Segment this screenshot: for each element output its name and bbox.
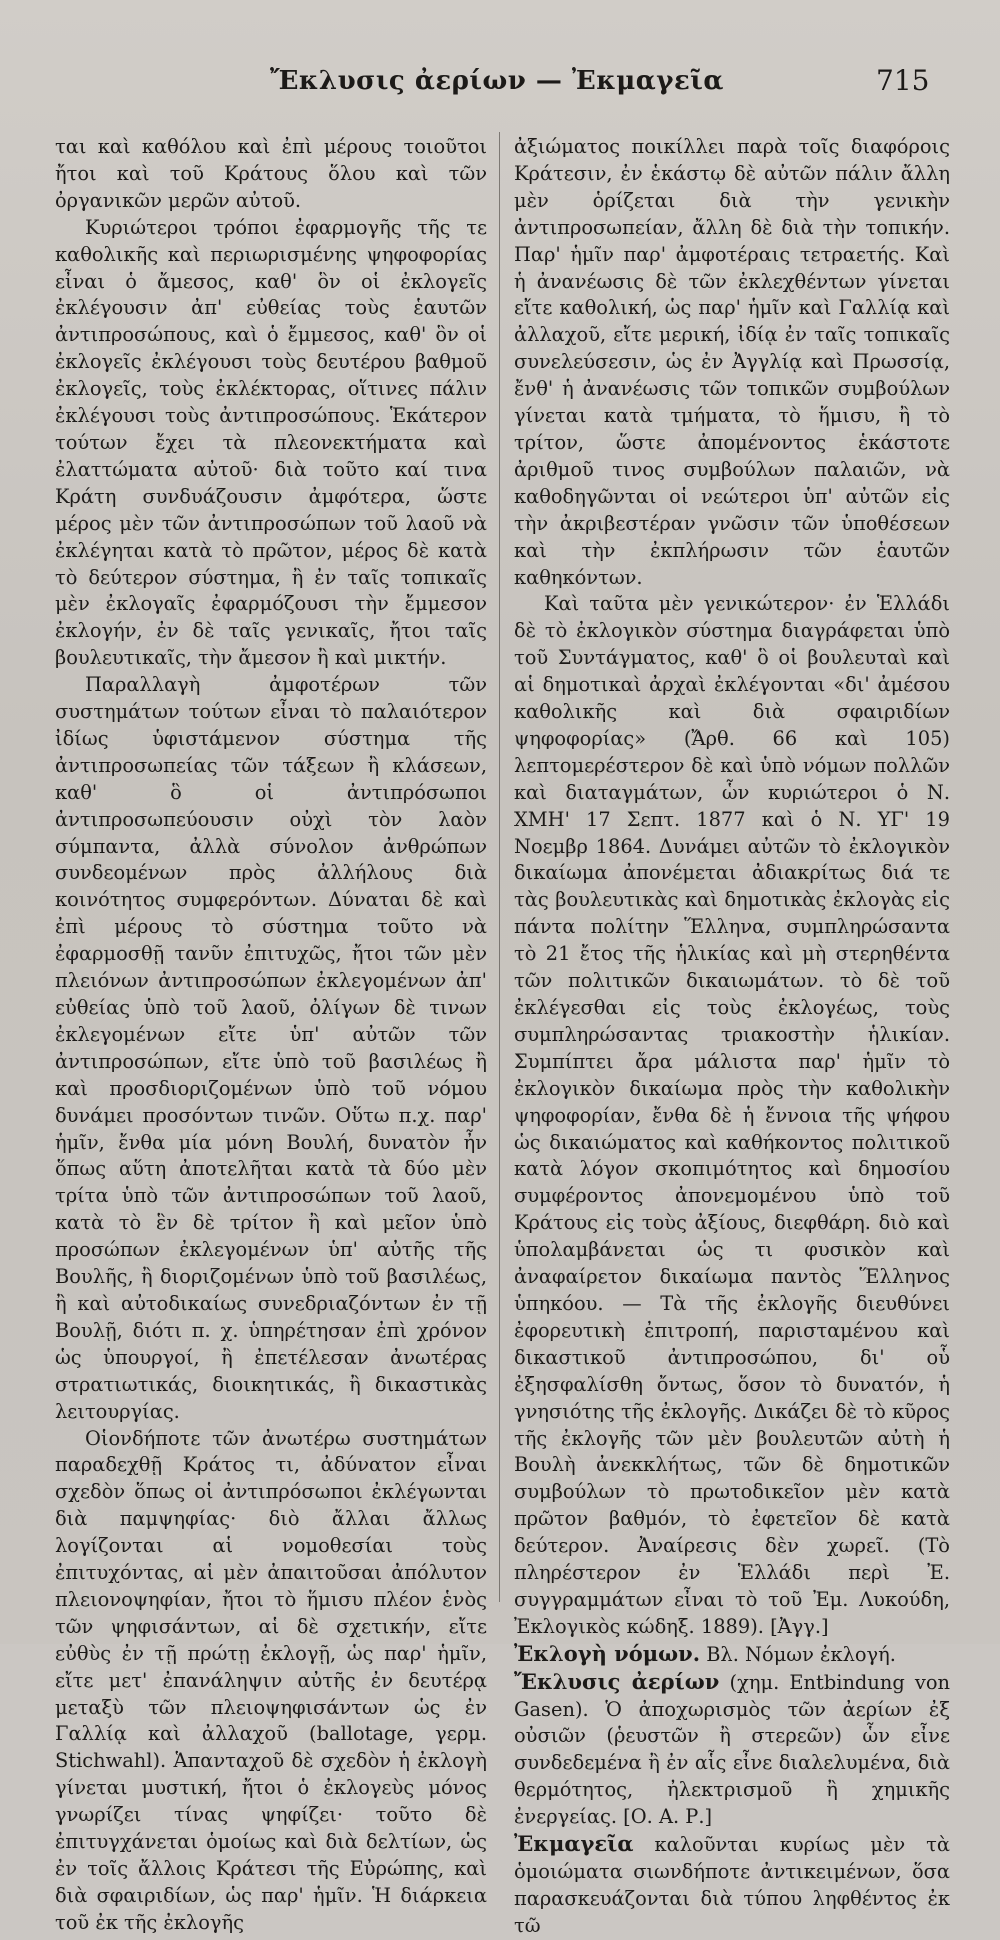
right-column: [514, 134, 950, 1940]
paragraph: Κυριώτεροι τρόποι ἐφαρμογῆς τῆς τε καθολικῆς καὶ περιωρισμένης ψηφοφορίας εἶναι ὁ ἄμεσος, καθ' ὃν οἱ ἐκλογεῖς ἐκλέγουσιν ἀπ' εὐθείας τοὺς ἑαυτῶν ἀντιπροσώπους, καὶ ὁ ἔμμεσος, καθ' ὃν οἱ ἐκλογεῖς ἐκλέγουσι τοὺς δευτέρου βαθμοῦ ἐκλογεῖς, τοὺς ἐκλέκτορας, οἵτινες πάλιν ἐκλέγουσι τοὺς ἀντιπροσώπους. Ἑκάτερον τούτων ἔχει τὰ πλεονεκτήματα καὶ ἐλαττώματα αὐτοῦ· διὰ τοῦτο καί τινα Κράτη συνδυάζουσιν ἀμφότερα, ὥστε μέρος μὲν τῶν ἀντιπροσώπων τοῦ λαοῦ νὰ ἐκλέγηται κατὰ τὸ πρῶτον, μέρος δὲ κατὰ τὸ δεύτερον σύστημα, ἢ ἐν ταῖς τοπικαῖς μὲν ἐκλογαῖς ἐφαρμόζουσι τὴν ἔμμεσον ἐκλογήν, ἐν δὲ ταῖς γενικαῖς, ἤτοι ταῖς βουλευτικαῖς, τὴν ἄμεσον ἢ καὶ μικτήν.: [55, 215, 487, 670]
paragraph: ἀξιώματος ποικίλλει παρὰ τοῖς διαφόροις Κράτεσιν, ἐν ἑκάστῳ δὲ αὐτῶν πάλιν ἄλλη μὲν ὁρίζεται διὰ τὴν γενικὴν ἀντιπροσωπείαν, ἄλλη δὲ διὰ τὴν τοπικήν. Παρ' ἡμῖν παρ' ἀμφοτέραις τετραετής. Καὶ ἡ ἀνανέωσις δὲ τῶν ἐκλεχθέντων γίνεται εἴτε καθολική, ὡς παρ' ἡμῖν καὶ Γαλλίᾳ καὶ ἀλλαχοῦ, εἴτε μερική, ἰδίᾳ ἐν ταῖς τοπικαῖς συνελεύσεσιν, ὡς ἐν Ἀγγλίᾳ καὶ Πρωσσίᾳ, ἔνθ' ἡ ἀνανέωσις τῶν τοπικῶν συμβούλων γίνεται κατὰ τμήματα, τὸ ἥμισυ, ἢ τὸ τρίτον, ὥστε ἀπομένοντος ἑκάστοτε ἀριθμοῦ τινος συμβούλων παλαιῶν, νὰ καθοδηγῶνται οἱ νεώτεροι ὑπ' αὐτῶν εἰς τὴν ἀκριβεστέραν γνῶσιν τῶν ὑποθέσεων καὶ τὴν ἐκπλήρωσιν τῶν ἑαυτῶν καθηκόντων.: [514, 135, 950, 589]
paragraph: Οἱονδήποτε τῶν ἀνωτέρω συστημάτων παραδεχθῇ Κράτος τι, ἀδύνατον εἶναι σχεδὸν ὅπως οἱ ἀντιπρόσωποι ἐκλέγωνται διὰ παμψηφίας· διὸ ἄλλαι ἄλλως λογίζονται αἱ νομοθεσίαι τοὺς ἐπιτυχόντας, αἱ μὲν ἀπαιτοῦσαι ἀπόλυτον πλειονοψηφίαν, ἤτοι τὸ ἥμισυ πλέον ἑνὸς τῶν ψηφισάντων, αἱ δὲ σχετικήν, εἴτε εὐθὺς ἐν τῇ πρώτῃ ἐκλογῇ, ὡς παρ' ἡμῖν, εἴτε μετ' ἐπανάληψιν αὐτῆς ἐν δευτέρᾳ μεταξὺ τῶν πλειοψηφισάντων ὡς ἐν Γαλλίᾳ καὶ ἀλλαχοῦ (ballotage, γερμ. Stichwahl). Ἁπανταχοῦ δὲ σχεδὸν ἡ ἐκλογὴ γίνεται μυστική, ἤτοι ὁ ἐκλογεὺς μόνος γνωρίζει τίνας ψηφίζει· τοῦτο δὲ ἐπιτυγχάνεται ὁμοίως καὶ διὰ δελτίων, ὡς ἐν τοῖς ἄλλοις Κράτεσι τῆς Εὐρώπης, καὶ διὰ σφαιριδίων, ὡς παρ' ἡμῖν. Ἡ διάρκεια τοῦ ἐκ τῆς ἐκλογῆς: [55, 1426, 487, 1934]
paragraph: Καὶ ταῦτα μὲν γενικώτερον· ἐν Ἑλλάδι δὲ τὸ ἐκλογικὸν σύστημα διαγράφεται ὑπὸ τοῦ Συντάγματος, καθ' ὃ οἱ βουλευταὶ καὶ αἱ δημοτικαὶ ἀρχαὶ ἐκλέγονται «δι' ἀμέσου καθολικῆς καὶ διὰ σφαιριδίων ψηφοφορίας» (Ἄρθ. 66 καὶ 105) λεπτομερέστερον δὲ καὶ ὑπὸ νόμων πολλῶν καὶ διαταγμάτων, ὧν κυριώτεροι ὁ Ν. ΧΜΗ' 17 Σεπτ. 1877 καὶ ὁ Ν. ΥΓ' 19 Νοεμβρ 1864. Δυνάμει αὐτῶν τὸ ἐκλογικὸν δικαίωμα ἀπονέμεται ἀδιακρίτως διά τε τὰς βουλευτικὰς καὶ δημοτικὰς ἐκλογὰς εἰς πάντα πολίτην Ἕλληνα, συμπληρώσαντα τὸ 21 ἔτος τῆς ἡλικίας καὶ μὴ στερηθέντα τῶν πολιτικῶν δικαιωμάτων. τὸ δὲ τοῦ ἐκλέγεσθαι εἰς τοὺς ἐκλογέως, τοὺς συμπληρώσαντας τριακοστὴν ἡλικίαν. Συμπίπτει ἄρα μάλιστα παρ' ἡμῖν τὸ ἐκλογικὸν δικαίωμα πρὸς τὴν καθολικὴν ψηφοφορίαν, ἔνθα δὲ ἡ ἔννοια τῆς ψήφου ὡς δικαιώματος καὶ καθήκοντος πολιτικοῦ κατὰ λόγον σκοπιμότητος καὶ δημοσίου συμφέροντος ἀπονεμομένου ὑπὸ τοῦ Κράτους εἰς τοὺς ἀξίους, διεφθάρη. διὸ καὶ ὑπολαμβάνεται ὡς τι φυσικὸν καὶ ἀναφαίρετον δικαίωμα παντὸς Ἕλληνος ὑπηκόου. — Τὰ τῆς ἐκλογῆς διευθύνει ἐφορευτικὴ ἐπιτροπή, παρισταμένου καὶ δικαστικοῦ ἀντιπροσώπου, δι' οὗ ἐξησφαλίσθη ὄντως, ὅσον τὸ δυνατόν, ἡ γνησιότης τῆς ἐκλογῆς. Δικάζει δὲ τὸ κῦρος τῆς ἐκλογῆς τῶν μὲν βουλευτῶν αὐτὴ ἡ Βουλὴ ἀνεκκλήτως, τῶν δὲ δημοτικῶν συμβούλων τὸ πρωτοδικεῖον μὲν κατὰ πρῶτον βαθμόν, τὸ ἐφετεῖον δὲ κατὰ δεύτερον. Ἀναίρεσις δὲν χωρεῖ. (Τὸ πληρέστερον ἐν Ἑλλάδι περὶ Ἐ. συγγραμμάτων εἶναι τὸ τοῦ Ἐμ. Λυκούδη, Ἐκλογικὸς κώδηξ. 1889). [Ἀγγ.]: [514, 592, 950, 1638]
entry-text: Βλ. Νόμων ἐκλογή.: [706, 1642, 896, 1666]
entry-text: (χημ. Entbindung von Gasen). Ὁ ἀποχωρισμὸς τῶν ἀερίων ἐξ οὐσιῶν (ῥευστῶν ἢ στερεῶν) ὧν εἶνε συνδεδεμένα ἢ ἐν αἷς εἶνε διαλελυμένα, διὰ θερμότητος, ἠλεκτρισμοῦ ἢ χημικῆς ἐνεργείας. [Ο. Α. Ρ.]: [514, 1670, 951, 1829]
column-divider: [499, 132, 500, 1602]
left-column: [55, 134, 487, 1937]
page-header: [0, 66, 1000, 106]
entry-headword: Ἐκλογὴ νόμων.: [514, 1640, 701, 1666]
paragraph: Παραλλαγὴ ἀμφοτέρων τῶν συστημάτων τούτων εἶναι τὸ παλαιότερον ἰδίως ὑφιστάμενον σύστημα τῆς ἀντιπροσωπείας τῶν τάξεων ἢ κλάσεων, καθ' ὃ οἱ ἀντιπρόσωποι ἀντιπροσωπεύουσιν οὐχὶ τὸν λαὸν σύμπαντα, ἀλλὰ σύνολον ἀνθρώπων συνδεομένων πρὸς ἀλλήλους διὰ κοινότητος συμφερόντων. Δύναται δὲ καὶ ἐπὶ μέρους τὸ σύστημα τοῦτο νὰ ἐφαρμοσθῇ τανῦν ἐπιτυχῶς, ἤτοι τῶν μὲν πλειόνων ἀντιπροσώπων ἐκλεγομένων ἀπ' εὐθείας ὑπὸ τοῦ λαοῦ, ὀλίγων δὲ τινων ἐκλεγομένων εἴτε ὑπ' αὐτῶν τῶν ἀντιπροσώπων, εἴτε ὑπὸ τοῦ βασιλέως ἢ καὶ προσδιοριζομένων ὑπὸ τοῦ νόμου δυνάμει προσόντων τινῶν. Οὕτω π.χ. παρ' ἡμῖν, ἔνθα μία μόνη Βουλή, δυνατὸν ἦν ὅπως αὕτη ἀποτελῆται κατὰ τὰ δύο μὲν τρίτα ὑπὸ τῶν ἀντιπροσώπων τοῦ λαοῦ, κατὰ τὸ ἓν δὲ τρίτον ἢ καὶ μεῖον ὑπὸ προσώπων ἐκλεγομένων ὑπ' αὐτῆς τῆς Βουλῆς, ἢ διοριζομένων ὑπὸ τοῦ βασιλέως, ἢ καὶ αὐτοδικαίως συνεδριαζόντων ἐν τῇ Βουλῇ, διότι π. χ. ὑπηρέτησαν ἐπὶ χρόνον ὡς ὑπουργοί, ἢ ἐπετέλεσαν ἀνωτέρας στρατιωτικάς, διοικητικάς, ἢ δικαστικὰς λειτουργίας.: [55, 673, 487, 1423]
running-head: Ἔκλυσις ἀερίων — Ἐκμαγεῖα: [270, 66, 724, 96]
entry-text: καλοῦνται κυρίως μὲν τὰ ὁμοιώματα σιωνδήποτε ἀντικειμένων, ὅσα παρασκευάζονται διὰ τύπου ληφθέντος ἐκ τῶ: [514, 1833, 950, 1937]
paragraph: ται καὶ καθόλου καὶ ἐπὶ μέρους τοιοῦτοι ἤτοι καὶ τοῦ Κράτους ὅλου καὶ τῶν ὀργανικῶν μερῶν αὐτοῦ.: [55, 135, 487, 212]
entry-headword: Ἔκλυσις ἀερίων: [514, 1668, 720, 1694]
entry-headword: Ἐκμαγεῖα: [514, 1831, 634, 1857]
entry-paragraph: [514, 1669, 950, 1831]
page-number: 715: [876, 64, 930, 97]
entry-paragraph: [514, 1641, 950, 1669]
entry-paragraph: [514, 1831, 950, 1940]
